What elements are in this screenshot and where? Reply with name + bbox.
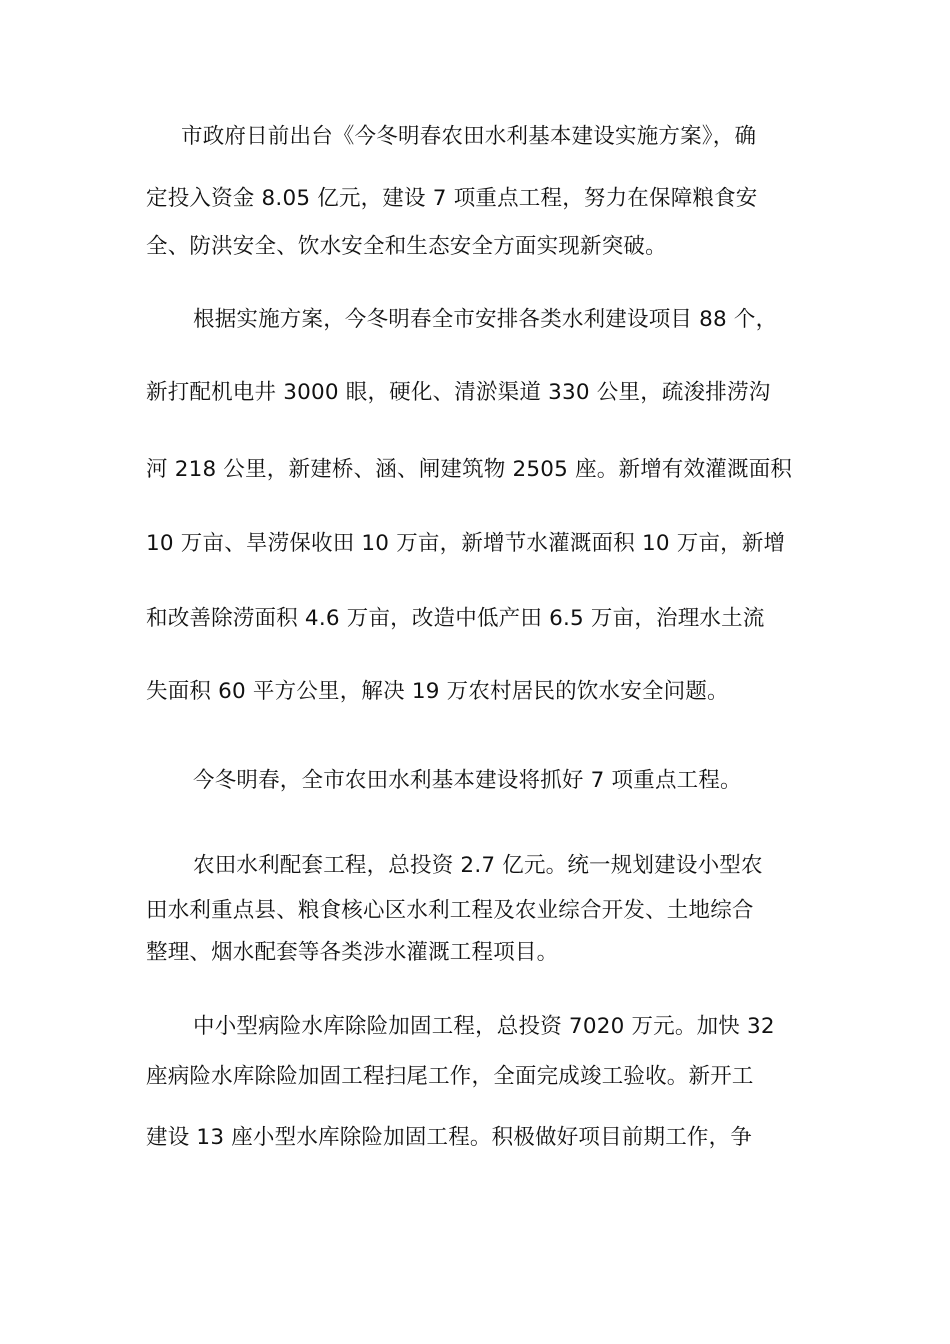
paragraph-2-line-6: 失面积 60 平方公里，解决 19 万农村居民的饮水安全问题。 bbox=[146, 679, 729, 704]
paragraph-1-line-2: 定投入资金 8.05 亿元，建设 7 项重点工程，努力在保障粮食安 bbox=[146, 186, 758, 211]
paragraph-2-line-3: 河 218 公里，新建桥、涵、闸建筑物 2505 座。新增有效灌溉面积 bbox=[146, 457, 793, 482]
paragraph-5-line-2: 座病险水库除险加固工程扫尾工作，全面完成竣工验收。新开工 bbox=[146, 1064, 754, 1089]
paragraph-2-line-1: 根据实施方案，今冬明春全市安排各类水利建设项目 88 个， bbox=[193, 307, 778, 332]
paragraph-2-line-4: 10 万亩、旱涝保收田 10 万亩，新增节水灌溉面积 10 万亩，新增 bbox=[146, 531, 786, 556]
paragraph-1-line-1: 市政府日前出台《今冬明春农田水利基本建设实施方案》，确 bbox=[181, 124, 757, 149]
paragraph-1-line-3: 全、防洪安全、饮水安全和生态安全方面实现新突破。 bbox=[146, 234, 667, 259]
paragraph-2-line-2: 新打配机电井 3000 眼，硬化、清淤渠道 330 公里，疏浚排涝沟 bbox=[146, 380, 771, 405]
paragraph-5-line-3: 建设 13 座小型水库除险加固工程。积极做好项目前期工作，争 bbox=[146, 1125, 753, 1150]
paragraph-2-line-5: 和改善除涝面积 4.6 万亩，改造中低产田 6.5 万亩，治理水土流 bbox=[146, 606, 765, 631]
paragraph-5-line-1: 中小型病险水库除险加固工程，总投资 7020 万元。加快 32 bbox=[193, 1014, 775, 1039]
paragraph-4-line-2: 田水利重点县、粮食核心区水利工程及农业综合开发、土地综合 bbox=[146, 898, 754, 923]
paragraph-4-line-1: 农田水利配套工程，总投资 2.7 亿元。统一规划建设小型农 bbox=[193, 853, 763, 878]
paragraph-3-line-1: 今冬明春，全市农田水利基本建设将抓好 7 项重点工程。 bbox=[193, 768, 742, 793]
paragraph-4-line-3: 整理、烟水配套等各类涉水灌溉工程项目。 bbox=[146, 940, 559, 965]
